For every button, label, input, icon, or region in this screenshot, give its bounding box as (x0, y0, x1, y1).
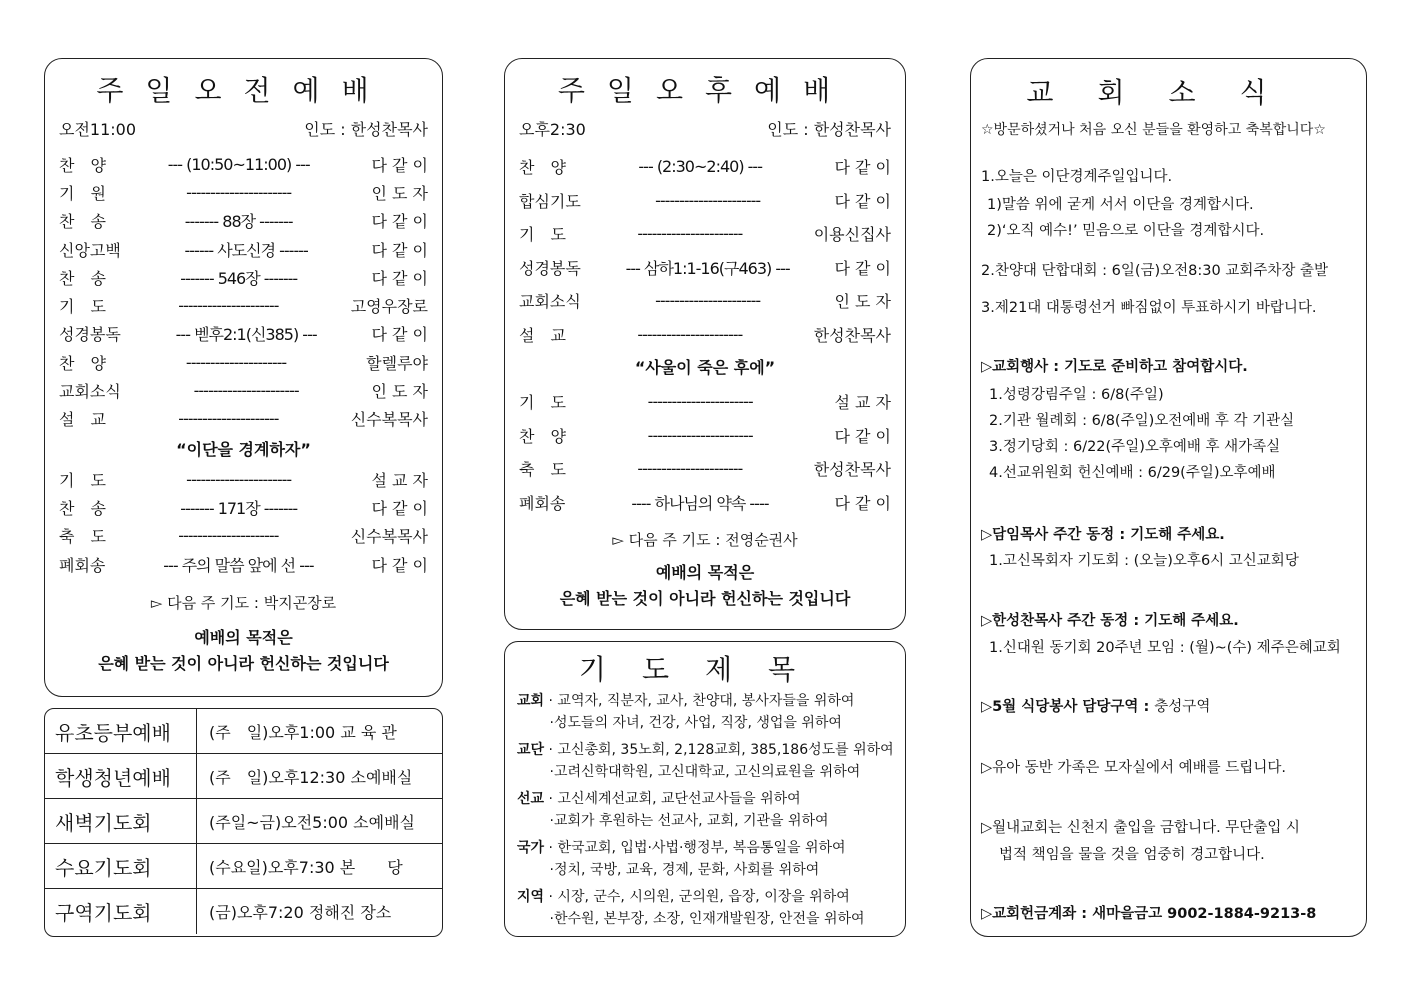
order-row (519, 150, 891, 184)
afternoon-service-box (504, 58, 906, 630)
prayer-category: 교회 (517, 693, 545, 709)
order-row (59, 405, 428, 433)
order-person: 다 같 이 (371, 268, 428, 288)
order-row (59, 320, 428, 348)
schedule-time: (수요일)오후7:30 본 당 (209, 857, 403, 877)
news-welcome: ☆방문하셨거나 처음 오신 분들을 환영하고 축복합니다☆ (981, 122, 1326, 138)
schedule-name: 수요기도회 (45, 844, 197, 888)
order-person: 인 도 자 (834, 292, 891, 312)
order-person: 인 도 자 (371, 382, 428, 402)
order-detail: ------- 88장 ------- (184, 212, 293, 232)
afternoon-sermon-title: “사울이 죽은 후에” (634, 358, 776, 377)
order-detail: ---------------------- (647, 392, 753, 412)
prayer-category: 선교 (517, 791, 545, 807)
event-item: 1.성령강림주일 : 6/8(주일) (989, 387, 1164, 403)
schedule-time: (주 일)오후1:00 교 육 관 (209, 722, 397, 742)
order-row (59, 376, 428, 404)
schedule-row (45, 754, 442, 799)
order-person: 할렐루야 (366, 353, 428, 373)
schedule-name: 구역기도회 (45, 889, 197, 934)
pastor-item: 1.고신목회자 기도회 : (오늘)오후6시 고신교회당 (989, 553, 1299, 569)
prayer-title: 기도제목 (578, 653, 832, 686)
order-label: 찬 양 (59, 155, 106, 175)
news-item-2: 2.찬양대 단합대회 : 6일(금)오전8:30 교회주차장 출발 (981, 263, 1328, 279)
order-detail: ---------------------- (655, 190, 761, 210)
order-row (519, 452, 891, 486)
order-label: 교회소식 (519, 292, 581, 312)
order-detail: ---------------------- (637, 224, 743, 244)
order-row (519, 486, 891, 520)
pastor-heading: ▷담임목사 주간 동정 : 기도해 주세요. (981, 527, 1225, 543)
news-title: 교회소식 (1026, 76, 1311, 109)
order-person: 다 같 이 (834, 258, 891, 278)
prayer-text: 교회가 후원하는 선교사, 교회, 기관을 위하여 (554, 813, 829, 829)
event-item: 2.기관 월례회 : 6/8(주일)오전예배 후 각 기관실 (989, 413, 1295, 429)
morning-order-list (45, 150, 442, 433)
order-row (59, 493, 428, 521)
order-detail: --- 주의 말씀 앞에 선 --- (163, 555, 314, 575)
order-person: 이용신집사 (813, 225, 891, 245)
order-label: 찬 양 (59, 353, 106, 373)
infant-notice: ▷유아 동반 가족은 모자실에서 예배를 드립니다. (981, 760, 1286, 776)
order-person: 다 같 이 (371, 240, 428, 260)
order-person: 다 같 이 (834, 493, 891, 513)
order-person: 한성찬목사 (813, 325, 891, 345)
order-detail: --------------------- (178, 296, 279, 316)
morning-service-box (44, 58, 443, 697)
order-row (59, 263, 428, 291)
order-detail: --- 벧후2:1(신385) --- (175, 325, 317, 345)
afternoon-next-prayer: ▻ 다음 주 기도 : 전영순권사 (612, 531, 798, 549)
order-row (59, 465, 428, 493)
order-person: 다 같 이 (371, 498, 428, 518)
prayer-line: 지역 · 시장, 군수, 시의원, 군의원, 읍장, 이장을 위하여 (517, 889, 850, 905)
purpose-line-1: 예배의 목적은 (655, 563, 755, 582)
morning-title: 주일오전예배 (96, 74, 391, 107)
order-row (59, 522, 428, 550)
order-label: 축 도 (519, 460, 566, 480)
prayer-line: 선교 · 고신세계선교회, 교단선교사들을 위하여 (517, 791, 801, 807)
prayer-group (517, 886, 905, 930)
order-detail: ------- 546장 ------- (180, 268, 298, 288)
order-person: 다 같 이 (371, 155, 428, 175)
order-label: 찬 양 (519, 426, 566, 446)
order-person: 신수복목사 (350, 410, 428, 430)
order-row (519, 419, 891, 453)
order-detail: ---------------------- (655, 291, 761, 311)
prayer-line: 교단 · 고신총회, 35노회, 2,128교회, 385,186성도를 위하여 (517, 742, 894, 758)
afternoon-header (505, 117, 905, 140)
purpose-line-2: 은혜 받는 것이 아니라 헌신하는 것입니다 (559, 589, 851, 608)
order-detail: --------------------- (185, 352, 287, 372)
prayer-text: 한수원, 본부장, 소장, 인재개발원장, 안전을 위하여 (554, 911, 865, 927)
prayer-category: 지역 (517, 889, 545, 905)
order-detail: --- (10:50~11:00) --- (167, 154, 310, 174)
order-label: 기 도 (59, 470, 106, 490)
order-detail: --- (2:30~2:40) --- (638, 157, 762, 177)
order-label: 폐회송 (59, 555, 106, 575)
schedule-name: 새벽기도회 (45, 799, 197, 843)
prayer-text: 정치, 국방, 교육, 경제, 문화, 사회를 위하여 (554, 862, 820, 878)
order-detail: ---------------------- (647, 425, 753, 445)
event-item: 4.선교위원회 헌신예배 : 6/29(주일)오후예배 (989, 465, 1276, 481)
prayer-text: 고신세계선교회, 교단선교사들을 위하여 (557, 791, 801, 807)
order-person: 다 같 이 (371, 555, 428, 575)
order-row (59, 150, 428, 178)
schedule-name: 학생청년예배 (45, 754, 197, 798)
order-detail: --- 삼하1:1-16(구463) --- (625, 258, 790, 278)
prayer-text: 성도들의 자녀, 건강, 사업, 직장, 생업을 위하여 (554, 715, 842, 731)
order-row (519, 318, 891, 352)
order-person: 인 도 자 (371, 183, 428, 203)
morning-purpose (45, 625, 442, 677)
order-row (59, 291, 428, 319)
order-row (519, 284, 891, 318)
order-label: 합심기도 (519, 191, 581, 211)
morning-time: 오전11:00 (59, 120, 137, 139)
prayer-category: 교단 (517, 742, 545, 758)
order-label: 기 원 (59, 183, 106, 203)
order-label: 찬 송 (59, 212, 106, 232)
meal-heading: ▷5월 식당봉사 담당구역 : (981, 699, 1155, 715)
prayer-text: 고려신학대학원, 고신대학교, 고신의료원을 위하여 (554, 764, 861, 780)
order-label: 교회소식 (59, 382, 121, 402)
news-item-1: 1.오늘은 이단경계주일입니다. (981, 169, 1173, 185)
prayer-group (517, 788, 905, 832)
order-person: 다 같 이 (371, 212, 428, 232)
order-label: 찬 양 (519, 158, 566, 178)
order-person: 설 교 자 (834, 393, 891, 413)
news-item-1a: 1)말씀 위에 굳게 서서 이단을 경계합시다. (987, 197, 1254, 213)
afternoon-leader: 인도 : 한성찬목사 (767, 120, 891, 139)
prayer-line: ·교회가 후원하는 선교사, 교회, 기관을 위하여 (549, 813, 829, 829)
schedule-time: (주일~금)오전5:00 소예배실 (209, 812, 416, 832)
sect-notice-2: 법적 책임을 물을 것을 엄중히 경고합니다. (999, 847, 1265, 863)
prayer-topics-box (504, 641, 906, 937)
order-label: 성경봉독 (519, 258, 581, 278)
afternoon-purpose (505, 560, 905, 612)
prayer-line: ·성도들의 자녀, 건강, 사업, 직장, 생업을 위하여 (549, 715, 842, 731)
order-label: 기 도 (519, 393, 566, 413)
account-info: ▷교회헌금계좌 : 새마을금고 9002-1884-9213-8 (981, 906, 1317, 922)
purpose-line-2: 은혜 받는 것이 아니라 헌신하는 것입니다 (98, 654, 389, 674)
schedule-table (44, 708, 443, 937)
order-label: 기 도 (59, 297, 106, 317)
morning-order-list-2 (45, 465, 442, 578)
order-row (519, 184, 891, 218)
order-label: 성경봉독 (59, 325, 121, 345)
prayer-group (517, 739, 905, 783)
order-label: 찬 송 (59, 498, 106, 518)
order-label: 설 교 (519, 325, 566, 345)
prayer-category: 국가 (517, 840, 545, 856)
order-detail: ---- 하나님의 약속 ---- (631, 493, 769, 513)
schedule-row (45, 709, 442, 754)
order-row (59, 207, 428, 235)
schedule-row (45, 889, 442, 934)
purpose-line-1: 예배의 목적은 (194, 628, 293, 648)
morning-header (45, 117, 442, 140)
order-label: 축 도 (59, 527, 106, 547)
order-row (59, 348, 428, 376)
afternoon-order-list (505, 150, 905, 351)
schedule-row (45, 844, 442, 889)
afternoon-order-list-2 (505, 385, 905, 519)
prayer-group (517, 690, 905, 734)
schedule-name: 유초등부예배 (45, 709, 197, 753)
order-person: 다 같 이 (371, 325, 428, 345)
news-item-3: 3.제21대 대통령선거 빠짐없이 투표하시기 바랍니다. (981, 300, 1317, 316)
order-person: 다 같 이 (834, 191, 891, 211)
news-item-1b: 2)‘오직 예수!’ 믿음으로 이단을 경계합시다. (987, 223, 1265, 239)
order-detail: ---------------------- (186, 469, 292, 489)
order-detail: ---------------------- (637, 459, 743, 479)
prayer-group (517, 837, 905, 881)
order-detail: ---------------------- (186, 182, 292, 202)
order-label: 폐회송 (519, 493, 566, 513)
order-label: 기 도 (519, 225, 566, 245)
order-detail: ------- 171장 ------- (180, 498, 298, 518)
order-row (519, 251, 891, 285)
order-detail: ------ 사도신경 ------ (184, 240, 308, 260)
order-detail: ---------------------- (637, 324, 743, 344)
prayer-line: ·고려신학대학원, 고신대학교, 고신의료원을 위하여 (549, 764, 861, 780)
schedule-time: (주 일)오후12:30 소예배실 (209, 767, 413, 787)
order-person: 다 같 이 (834, 426, 891, 446)
prayer-line: ·정치, 국방, 교육, 경제, 문화, 사회를 위하여 (549, 862, 820, 878)
morning-sermon-title: “이단을 경계하자” (176, 439, 311, 459)
order-row (59, 235, 428, 263)
order-detail: ---------------------- (193, 381, 299, 401)
order-detail: --------------------- (178, 526, 279, 546)
order-row (59, 550, 428, 578)
prayer-line: 교회 · 교역자, 직분자, 교사, 찬양대, 봉사자들을 위하여 (517, 693, 855, 709)
schedule-time: (금)오후7:20 정해진 장소 (209, 903, 392, 922)
prayer-text: 한국교회, 입법·사법·행정부, 복음통일을 위하여 (557, 840, 846, 856)
schedule-row (45, 799, 442, 844)
prayer-text: 교역자, 직분자, 교사, 찬양대, 봉사자들을 위하여 (557, 693, 855, 709)
prayer-line: ·한수원, 본부장, 소장, 인재개발원장, 안전을 위하여 (549, 911, 865, 927)
order-person: 설 교 자 (371, 470, 428, 490)
church-news-box (970, 58, 1367, 937)
morning-next-prayer: ▻ 다음 주 기도 : 박지곤장로 (150, 594, 337, 613)
order-row (519, 217, 891, 251)
morning-leader: 인도 : 한성찬목사 (304, 120, 428, 139)
prayer-list (505, 688, 905, 930)
order-person: 다 같 이 (834, 158, 891, 178)
afternoon-title: 주일오후예배 (557, 74, 853, 107)
afternoon-time: 오후2:30 (519, 120, 586, 139)
prayer-text: 고신총회, 35노회, 2,128교회, 385,186성도를 위하여 (557, 742, 894, 758)
order-label: 신앙고백 (59, 240, 121, 260)
order-person: 한성찬목사 (813, 460, 891, 480)
prayer-text: 시장, 군수, 시의원, 군의원, 읍장, 이장을 위하여 (557, 889, 850, 905)
meal-item (981, 695, 1210, 716)
sect-notice-1: ▷월내교회는 신천지 출입을 금합니다. 무단출입 시 (981, 820, 1300, 836)
order-row (59, 178, 428, 206)
han-item: 1.신대원 동기회 20주년 모임 : (월)~(수) 제주은혜교회 (989, 640, 1341, 656)
prayer-line: 국가 · 한국교회, 입법·사법·행정부, 복음통일을 위하여 (517, 840, 846, 856)
order-row (519, 385, 891, 419)
order-label: 설 교 (59, 410, 106, 430)
order-person: 신수복목사 (350, 527, 428, 547)
order-detail: --------------------- (178, 409, 279, 429)
events-heading: ▷교회행사 : 기도로 준비하고 참여합시다. (981, 359, 1248, 375)
han-heading: ▷한성찬목사 주간 동정 : 기도해 주세요. (981, 613, 1239, 629)
order-person: 고영우장로 (350, 297, 428, 317)
order-label: 찬 송 (59, 268, 106, 288)
meal-value: 충성구역 (1154, 699, 1211, 715)
event-item: 3.정기당회 : 6/22(주일)오후예배 후 새가족실 (989, 439, 1281, 455)
